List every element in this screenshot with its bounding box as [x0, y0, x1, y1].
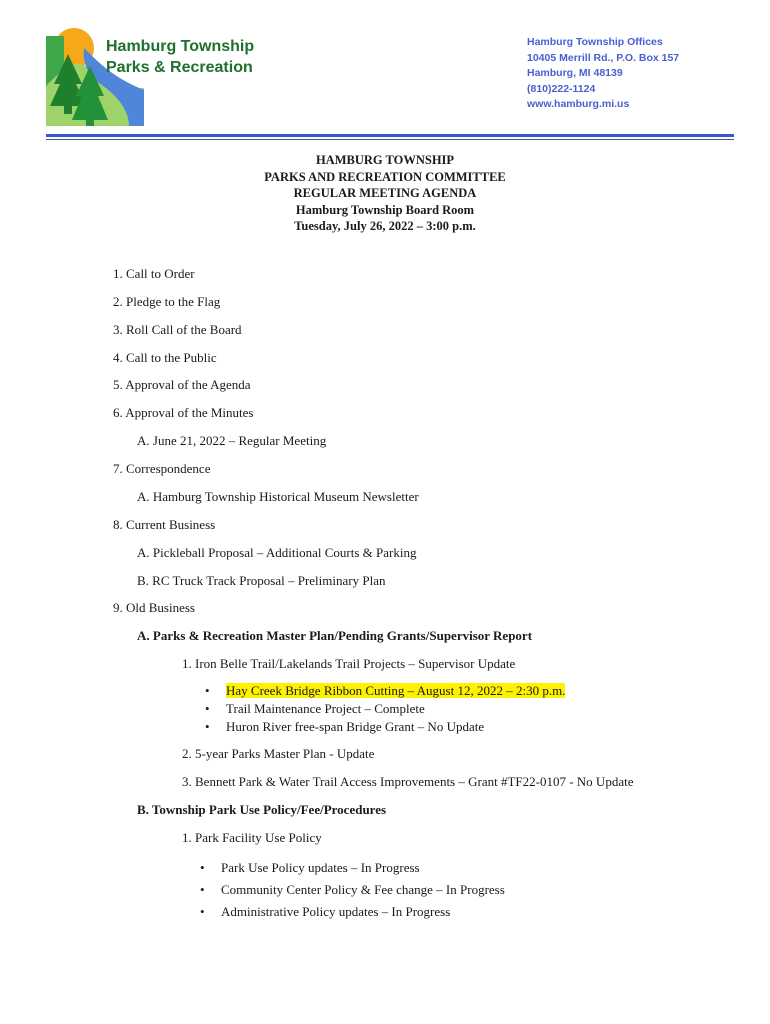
agenda-item-8: 8. Current Business	[113, 517, 216, 532]
bullet: •	[200, 904, 205, 919]
agenda-item-9a3: 3. Bennett Park & Water Trail Access Improvements – Grant #TF22-0107 - No Update	[182, 774, 634, 789]
agenda-item-9a1: 1. Iron Belle Trail/Lakelands Trail Projects – Supervisor Update	[182, 656, 516, 671]
agenda-item-6a: A. June 21, 2022 – Regular Meeting	[137, 433, 327, 448]
agenda-item-3: 3. Roll Call of the Board	[113, 322, 242, 337]
contact-city: Hamburg, MI 48139	[527, 67, 623, 79]
contact-website[interactable]: www.hamburg.mi.us	[527, 98, 630, 110]
agenda-bullet-ribbon-cutting	[226, 683, 565, 699]
agenda-item-9a: A. Parks & Recreation Master Plan/Pending Grants/Supervisor Report	[137, 628, 533, 643]
logo-wordmark	[106, 36, 254, 78]
bullet: •	[200, 860, 205, 875]
agenda-item-4: 4. Call to the Public	[113, 350, 217, 365]
agenda-item-9: 9. Old Business	[113, 600, 195, 615]
contact-phone: (810)222-1124	[527, 82, 596, 95]
logo-line-2: Parks & Recreation	[106, 59, 253, 76]
header-rule-thin	[46, 139, 734, 140]
highlighted-text: Hay Creek Bridge Ribbon Cutting – August 12, 2022 – 2:30 p.m.	[226, 683, 566, 698]
bullet: •	[205, 683, 210, 698]
title-line-1: HAMBURG TOWNSHIP	[315, 153, 455, 167]
agenda-item-7: 7. Correspondence	[113, 461, 211, 476]
agenda-item-6: 6. Approval of the Minutes	[113, 405, 254, 420]
contact-block	[527, 35, 679, 113]
header-rule-thick	[46, 134, 734, 137]
agenda-item-8b: B. RC Truck Track Proposal – Preliminary Plan	[137, 573, 386, 588]
contact-office: Hamburg Township Offices	[527, 36, 663, 48]
agenda-item-2: 2. Pledge to the Flag	[113, 294, 221, 309]
bullet: •	[205, 701, 210, 716]
agenda-bullet-community-center: Community Center Policy & Fee change – In Progress	[221, 882, 505, 897]
logo-line-1: Hamburg Township	[106, 38, 255, 55]
agenda-item-9b1: 1. Park Facility Use Policy	[182, 830, 322, 845]
bullet: •	[205, 719, 210, 734]
agenda-bullet-trail-maintenance: Trail Maintenance Project – Complete	[226, 701, 425, 716]
title-line-4: Hamburg Township Board Room	[295, 202, 475, 217]
agenda-bullet-bridge-grant: Huron River free-span Bridge Grant – No Update	[226, 719, 485, 734]
agenda-item-8a: A. Pickleball Proposal – Additional Courts & Parking	[137, 545, 417, 560]
agenda-item-7a: A. Hamburg Township Historical Museum Newsletter	[137, 489, 419, 504]
agenda-title	[0, 152, 770, 235]
title-line-5: Tuesday, July 26, 2022 – 3:00 p.m.	[294, 219, 476, 233]
agenda-item-5: 5. Approval of the Agenda	[113, 377, 251, 392]
title-line-2: PARKS AND RECREATION COMMITTEE	[264, 169, 506, 184]
agenda-item-9a2: 2. 5-year Parks Master Plan - Update	[182, 746, 375, 761]
agenda-item-9b: B. Township Park Use Policy/Fee/Procedures	[137, 802, 387, 817]
agenda-bullet-administrative: Administrative Policy updates – In Progress	[221, 904, 451, 919]
bullet: •	[200, 882, 205, 897]
title-line-3: REGULAR MEETING AGENDA	[293, 186, 477, 200]
agenda-bullet-park-use: Park Use Policy updates – In Progress	[221, 860, 420, 875]
agenda-item-1: 1. Call to Order	[113, 266, 195, 281]
contact-address: 10405 Merrill Rd., P.O. Box 157	[527, 51, 680, 64]
